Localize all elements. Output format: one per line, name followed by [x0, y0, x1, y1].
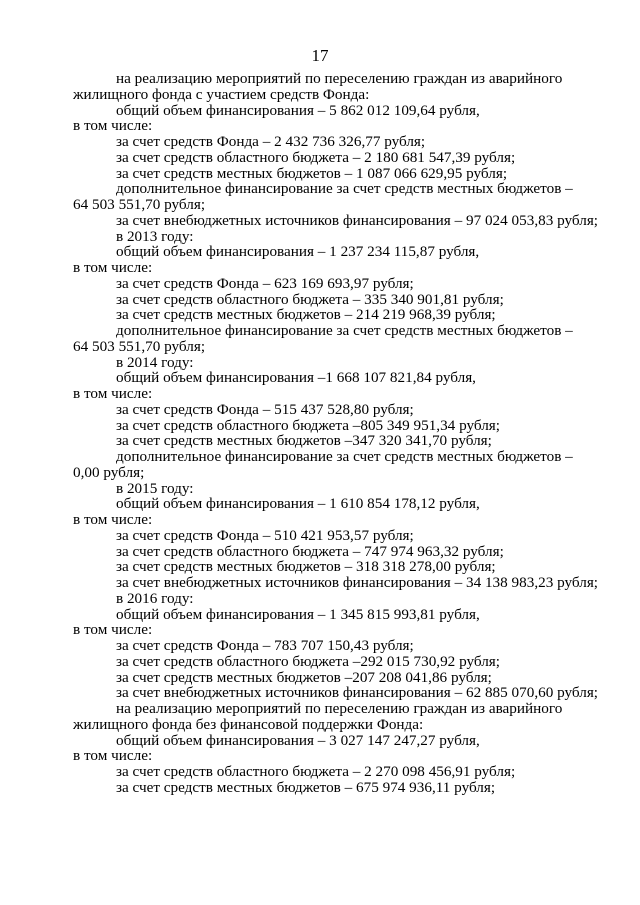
text-line: в 2014 году:: [116, 353, 194, 371]
text-line: за счет средств областного бюджета – 747 974 963,32 рубля;: [116, 542, 504, 560]
text-line: в том числе:: [73, 511, 153, 528]
document-body: [0, 71, 640, 796]
text-line: за счет средств областного бюджета – 2 180 681 547,39 рубля;: [116, 148, 516, 166]
text-line: общий объем финансирования – 3 027 147 247,27 рубля,: [116, 731, 480, 749]
text-line: на реализацию мероприятий по переселению граждан из аварийного: [116, 70, 563, 87]
text-line: общий объем финансирования – 5 862 012 109,64 рубля,: [116, 101, 480, 119]
text-line: дополнительное финансирование за счет средств местных бюджетов –: [116, 322, 573, 339]
text-line: в том числе:: [73, 259, 153, 276]
text-line: общий объем финансирования –1 668 107 821,84 рубля,: [116, 369, 476, 387]
text-line: в 2016 году:: [116, 589, 194, 607]
text-line: дополнительное финансирование за счет средств местных бюджетов –: [116, 180, 573, 198]
text-line: 64 503 551,70 рубля;: [73, 337, 206, 355]
text-line: за счет средств Фонда – 510 421 953,57 рубля;: [116, 526, 414, 544]
text-line: за счет внебюджетных источников финансирования – 62 885 070,60 рубля;: [116, 684, 599, 702]
text-line: общий объем финансирования – 1 610 854 178,12 рубля,: [116, 495, 480, 513]
text-line: за счет средств областного бюджета – 335 340 901,81 рубля;: [116, 290, 504, 308]
text-line: общий объем финансирования – 1 237 234 115,87 рубля,: [116, 243, 480, 261]
text-line: общий объем финансирования – 1 345 815 993,81 рубля,: [116, 605, 480, 623]
text-line: в том числе:: [73, 621, 153, 639]
text-line: за счет средств местных бюджетов – 318 318 278,00 рубля;: [116, 558, 496, 576]
text-line: за счет средств местных бюджетов –347 320 341,70 рубля;: [116, 432, 492, 450]
text-line: за счет внебюджетных источников финансирования – 34 138 983,23 рубля;: [116, 574, 599, 591]
text-line: в том числе:: [73, 117, 153, 135]
page-number: 17: [311, 46, 329, 65]
text-line: за счет средств местных бюджетов –207 208 041,86 рубля;: [116, 668, 492, 686]
text-line: в том числе:: [73, 747, 153, 765]
text-line: за счет средств областного бюджета –292 015 730,92 рубля;: [116, 652, 500, 670]
text-line: за счет средств областного бюджета –805 349 951,34 рубля;: [116, 416, 500, 434]
text-line: в 2013 году:: [116, 227, 194, 245]
text-line: жилищного фонда без финансовой поддержки Фонда:: [73, 715, 424, 733]
text-line: за счет средств областного бюджета – 2 270 098 456,91 рубля;: [116, 763, 516, 780]
text-line: дополнительное финансирование за счет средств местных бюджетов –: [116, 448, 573, 465]
text-line: за счет внебюджетных источников финансирования – 97 024 053,83 рубля;: [116, 211, 599, 229]
text-line: за счет средств Фонда – 783 707 150,43 рубля;: [116, 637, 414, 654]
text-line: за счет средств Фонда – 623 169 693,97 рубля;: [116, 274, 414, 292]
text-line: жилищного фонда с участием средств Фонда:: [73, 85, 370, 103]
text-line: в том числе:: [73, 385, 153, 402]
text-line: за счет средств местных бюджетов – 214 219 968,39 рубля;: [116, 306, 496, 324]
text-line: за счет средств местных бюджетов – 1 087 066 629,95 рубля;: [116, 164, 508, 182]
text-line: на реализацию мероприятий по переселению граждан из аварийного: [116, 700, 563, 717]
text-line: в 2015 году:: [116, 479, 194, 497]
text-line: за счет средств местных бюджетов – 675 974 936,11 рубля;: [116, 778, 496, 796]
text-line: за счет средств Фонда – 2 432 736 326,77 рубля;: [116, 133, 426, 150]
text-line: 64 503 551,70 рубля;: [73, 196, 206, 213]
text-line: 0,00 рубля;: [73, 463, 145, 481]
text-line: за счет средств Фонда – 515 437 528,80 рубля;: [116, 400, 414, 418]
